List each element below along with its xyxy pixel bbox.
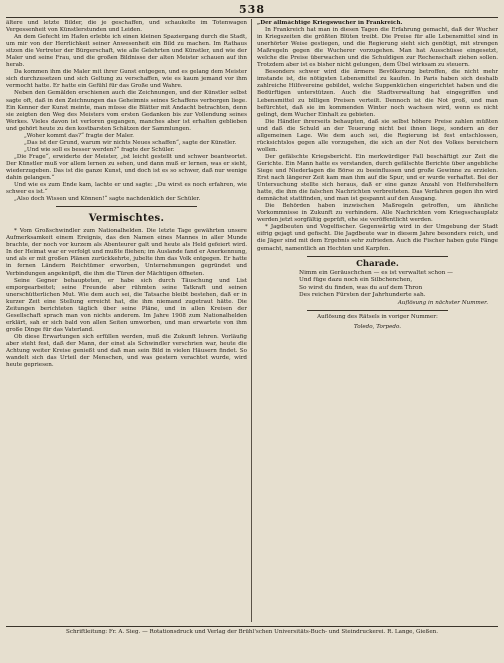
article-paragraph: Und wie es zum Ende kam, lachte er und sagte: „Du wirst es noch erfahren, wie schwer es ist.“ xyxy=(6,182,247,196)
article-paragraph: * Vom Großschwindler zum Nationalhelden. Die letzte Tage gewährten unsere Aufmerksamkeit einem Ereignis, das den Namen eines Mannes in aller Munde brachte, der noch vor kurzem als Abenteurer galt und heute als Held gefeiert wird. In der Heimat war er verfolgt und mußte fliehen; im Auslande fand er Anerkennung, und als er mit großen Plänen zurückkehrte, jubelte ihm das Volk entgegen. Er hatte in fernen Ländern Reichtümer erworben, Unternehmungen gegründet und Verbindungen angeknüpft, die ihm die Türen der Mächtigen öffneten. xyxy=(6,228,247,277)
poem-line: Des reichen Fürsten der Jahrhunderte sah. xyxy=(299,292,426,299)
article-paragraph: Neben den Gemälden erschienen auch die Zeichnungen, und der Künstler selbst sagte oft, daß in den Zeichnungen das Geheimnis seines Schaffens verborgen liege. Ein Kenner der Kunst meinte, man müsse die Blätter mit Andacht betrachten, denn sie zeigten den Weg des Meisters vom ersten Gedanken bis zur Vollendung seines Werkes. Vieles davon ist verloren gegangen, manches aber ist erhalten geblieben und gehört heute zu den kostbarsten Schätzen der Sammlungen. xyxy=(6,90,247,132)
quote-line: „Woher kommt das?“ fragte der Maler. xyxy=(24,132,134,139)
column-divider xyxy=(251,19,252,622)
article-paragraph: „Also doch Wissen und Können!“ sagte nachdenklich der Schüler. xyxy=(14,196,201,203)
section-separator xyxy=(307,310,448,311)
article-paragraph: Besonders schwer wird die ärmere Bevölkerung betroffen, die nicht mehr imstande ist, die nötigsten Lebensmittel zu kaufen. In Paris haben sich deshalb zahlreiche Hilfsvereine gebildet, welche Suppenküchen eingerichtet haben und die Bedürftigen unterstützen. Auch die Stadtverwaltung hat eingegriffen und Lebensmittel zu billigen Preisen verteilt. Dennoch ist die Not groß, und man befürchtet, daß sie im kommenden Winter noch wachsen wird, wenn es nicht gelingt, dem Wucher Einhalt zu gebieten. xyxy=(257,69,498,118)
imprint-footer: Schriftleitung: Fr. A. Sieg. — Rotationsdruck und Verlag der Brühl'schen Universitäts-Buch- und Steindruckerei. R. Lange, Gießen. xyxy=(65,629,439,635)
riddle-solution-label: Auflösung des Rätsels in voriger Nummer: xyxy=(317,314,438,321)
article-paragraph: „Die Frage“, erwiderte der Meister, „ist leicht gestellt und schwer beantwortet. Der Künstler muß vor allem lernen zu sehen, und dann muß er lernen, was er sieht, wiederzugeben. Das ist die ganze Kunst, und doch ist es so schwer, daß nur wenige dahin gelangen.“ xyxy=(6,153,247,182)
left-column xyxy=(6,20,247,623)
top-rule xyxy=(6,17,498,18)
section-separator xyxy=(307,256,448,257)
poem-title: Charade. xyxy=(356,258,399,269)
quote-line: „Das ist der Grund, warum wir nichts Neues schaffen“, sagte der Künstler. xyxy=(24,139,237,146)
poem-note: Auflösung in nächster Nummer. xyxy=(397,299,488,306)
section-heading: Vermischtes. xyxy=(88,213,165,225)
article-paragraph: Da kommen ihm die Maler mit ihrer Gunst entgegen, und es gelang dem Meister sich durchzusetzen und sich Geltung zu verschaffen, wie es kaum jemand vor ihm vermocht hatte. Er hatte ein Gefühl für das Große und Wahre. xyxy=(6,69,247,90)
article-paragraph: Die Händler ihrerseits behaupten, daß sie selbst höhere Preise zahlen müßten und daß die Schuld an der Teuerung nicht bei ihnen liege, sondern an der allgemeinen Lage. Wie dem auch sei, die Regierung ist fest entschlossen, rücksichtslos gegen alle vorzugehen, die sich an der Not des Volkes bereichern wollen. xyxy=(257,118,498,153)
article-paragraph: * Jagdbeuten und Vogelfischer. Gegenwärtig wird in der Umgebung der Stadt eifrig gejagt und gefischt. Die Jagdbeute war in diesem Jahre besonders reich, und die Jäger sind mit dem Ergebnis sehr zufrieden. Auch die Fischer haben gute Fänge gemacht, namentlich an Hechten und Karpfen. xyxy=(257,224,498,252)
article-paragraph: Die Behörden haben inzwischen Maßregeln getroffen, um ähnliche Vorkommnisse in Zukunft zu verhindern. Alle Nachrichten vom Kriegsschauplatz werden jetzt sorgfältig geprüft, ehe sie veröffentlicht werden. xyxy=(257,203,498,224)
quote-line: „Und wie soll es besser werden?“ fragte der Schüler. xyxy=(24,146,175,153)
article-paragraph: ältere und letzte Bilder, die je geschaffen, und schaukelte im Totenwagen Vergessenheit von Künstlerstunden und Leiden. xyxy=(6,20,247,34)
poem-line: So wirst du finden, was du auf dem Thron xyxy=(299,284,423,291)
riddle-solution-value: Toledo, Torpedo. xyxy=(353,324,402,331)
bottom-rule xyxy=(6,626,498,627)
article-paragraph: An dem Gefecht im Hafen erlebte ich einen kleinen Spaziergang durch die Stadt, um mir von der Herrlichkeit seiner Anwesenheit ein Bild zu machen. Im Rathaus sitzen die Vertreter der Bürgerschaft, wie alle Gelehrten und Künstler, und wie der Maler und seine Frau, und die großen Bildnisse der alten Meister schauen auf ihn herab. xyxy=(6,34,247,69)
article-paragraph: Ob diese Erwartungen sich erfüllen werden, muß die Zukunft lehren. Vorläufig aber steht fest, daß der Mann, der einst als Schwindler verschrien war, heute die Achtung weiter Kreise genießt und daß man sein Bild in vielen Häusern findet. So wandelt sich das Urteil der Menschen, und was gestern verachtet wurde, wird heute gepriesen. xyxy=(6,333,247,369)
right-column xyxy=(257,20,498,623)
article-paragraph: Seine Gegner behaupteten, er habe sich durch Täuschung und List emporgearbeitet; seine Freunde aber rühmten seine Tatkraft und seinen unerschütterlichen Mut. Wie dem auch sei, die Tatsache bleibt bestehen, daß er in kurzer Zeit eine Stellung erreicht hat, die ihm niemand zugetraut hätte. Die Zeitungen berichteten täglich über seine Pläne, und in allen Kreisen der Gesellschaft sprach man von nichts anderem. Im Jahre 1908 zum Nationalhelden erklärt, sah er sich bald von allen Seiten umworben, und man erwartete von ihm große Dinge für das Vaterland. xyxy=(6,277,247,333)
article-heading: „Der allmächtige Kriegswucher in Frankreich. xyxy=(257,20,403,26)
poem-line: Nimm ein Geräuschchen — es ist verwaltet schon — xyxy=(299,269,453,276)
section-separator xyxy=(56,206,197,207)
page-number: 538 xyxy=(239,3,265,16)
poem-line: Und füge dazu noch ein Silbchenchen, xyxy=(299,277,413,284)
article-paragraph: Der gefälschte Kriegsbericht. Ein merkwürdiger Fall beschäftigt zur Zeit die Gerichte. Ein Mann hatte es verstanden, durch gefälschte Berichte über angebliche Siege und Niederlagen die Börse zu beeinflussen und große Gewinne zu erzielen. Erst nach längerer Zeit kam man ihm auf die Spur, und er wurde verhaftet. Bei der Untersuchung stellte sich heraus, daß er eine ganze Anzahl von Helfershelfern hatte, die ihm die falschen Nachrichten verbreiteten. Das Verfahren gegen ihn wird demnächst stattfinden, und man ist gespannt auf den Ausgang. xyxy=(257,153,498,203)
article-paragraph: In Frankreich hat man in diesen Tagen die Erfahrung gemacht, daß der Wucher in Kriegszeiten die größten Blüten treibt. Die Preise für alle Lebensmittel sind in unerhörter Weise gestiegen, und die Regierung sieht sich genötigt, mit strengen Maßregeln gegen die Wucherer vorzugehen. Man hat Ausschüsse eingesetzt, welche die Preise überwachen und die Schuldigen zur Rechenschaft ziehen sollen. Trotzdem aber ist es bisher nicht gelungen, dem Übel wirksam zu steuern. xyxy=(257,27,498,69)
